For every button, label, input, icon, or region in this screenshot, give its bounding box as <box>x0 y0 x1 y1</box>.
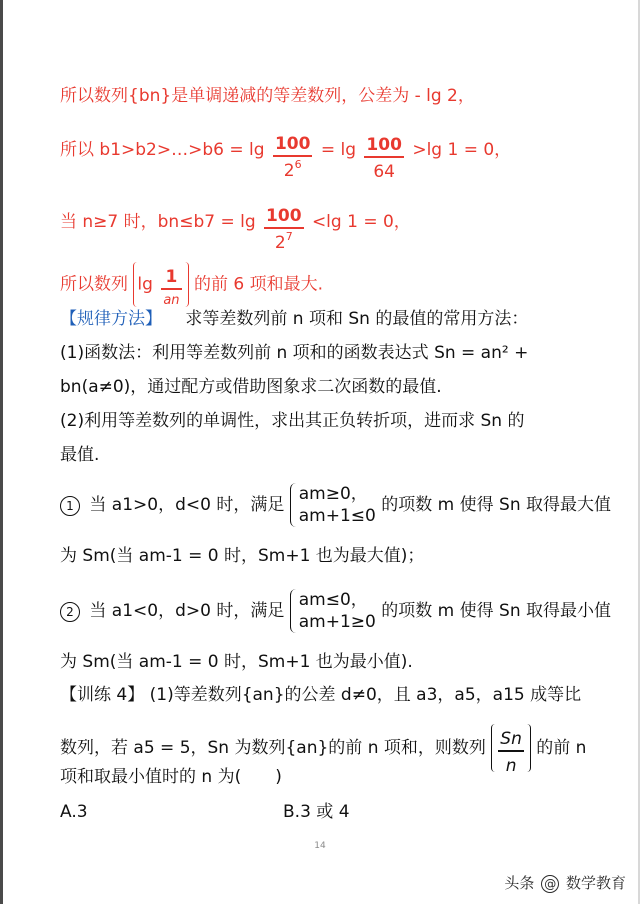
exercise-line-2 <box>60 724 587 776</box>
solution-line-2-prefix: 所以 b1>b2>…>b6 = lg <box>60 140 265 160</box>
inequality-system-1 <box>290 483 376 527</box>
method-case-1 <box>60 483 611 527</box>
method-p1-line1: (1)函数法：利用等差数列前 n 项和的函数表达式 Sn = an² + <box>60 343 529 363</box>
method-case-2-line2: 为 Sm(当 am-1 = 0 时，Sm+1 也为最小值). <box>60 652 413 672</box>
method-p2-line2: 最值. <box>60 445 100 465</box>
fraction-numerator: Sn <box>498 728 524 752</box>
watermark-prefix: 头条 <box>504 874 535 892</box>
power-base: 2 <box>283 161 295 181</box>
solution-line-3-suffix: <lg 1 = 0， <box>311 212 411 232</box>
fraction-100-over-2-6 <box>273 133 313 183</box>
solution-line-2 <box>60 125 512 182</box>
exercise-line-3: 项和取最小值时的 n 为( ) <box>60 767 282 787</box>
solution-line-4 <box>60 262 323 307</box>
solution-line-4-prefix: 所以数列 <box>60 274 128 295</box>
power-base: 2 <box>274 233 286 253</box>
fraction-denominator <box>264 229 304 255</box>
fraction-100-over-64 <box>364 134 404 182</box>
method-intro: 求等差数列前 n 项和 Sn 的最值的常用方法： <box>185 309 529 329</box>
option-a: A.3 <box>60 802 88 822</box>
sequence-brace <box>133 262 188 307</box>
at-icon: @ <box>541 875 559 893</box>
case-2-prefix: 当 a1<0，d>0 时，满足 <box>89 601 285 621</box>
system-row-1: am≥0， <box>290 483 376 505</box>
exercise-line-2-prefix: 数列，若 a5 = 5，Sn 为数列{an}的前 n 项和，则数列 <box>60 738 486 758</box>
case-2-suffix: 的项数 m 使得 Sn 取得最小值 <box>381 601 612 621</box>
fraction-denominator: n <box>505 756 517 776</box>
page-number: 14 <box>314 841 326 851</box>
inequality-system-2 <box>290 589 376 633</box>
method-case-1-line2: 为 Sm(当 am-1 = 0 时，Sm+1 也为最大值)； <box>60 546 425 566</box>
page-left-edge <box>0 0 3 904</box>
exercise-line-1: 【训练 4】 (1)等差数列{an}的公差 d≠0，且 a3，a5，a15 成等比 <box>60 685 582 705</box>
method-case-2 <box>60 589 611 633</box>
solution-line-4-suffix: 的前 6 项和最大. <box>193 274 323 295</box>
fraction-numerator: 100 <box>273 133 313 157</box>
method-heading-line <box>60 308 528 330</box>
option-b: B.3 或 4 <box>283 802 350 822</box>
power-exponent: 6 <box>294 158 302 171</box>
exercise-line-2-suffix: 的前 n <box>536 738 587 758</box>
fraction-numerator: 100 <box>364 134 404 158</box>
solution-line-3-prefix: 当 n≥7 时，bn≤b7 = lg <box>60 212 256 232</box>
circled-number-2: 2 <box>60 602 80 622</box>
system-row-2: am+1≤0 <box>290 505 376 527</box>
sequence-brace <box>491 724 531 776</box>
case-1-prefix: 当 a1>0，d<0 时，满足 <box>89 495 285 515</box>
watermark-name: 数学教育 <box>565 874 626 892</box>
method-tag: 【规律方法】 <box>60 309 162 329</box>
system-row-2: am+1≥0 <box>290 611 376 633</box>
lg-symbol: lg <box>137 274 153 295</box>
solution-line-1 <box>60 85 475 107</box>
method-p1-line2: bn(a≠0)，通过配方或借助图象求二次函数的最值. <box>60 377 442 397</box>
solution-line-3 <box>60 197 411 253</box>
method-p2-line1: (2)利用等差数列的单调性，求出其正负转折项，进而求 Sn 的 <box>60 411 525 431</box>
fraction-1-over-an <box>161 266 181 311</box>
solution-line-2-suffix: >lg 1 = 0， <box>412 140 512 160</box>
fraction-sn-over-n <box>498 728 524 776</box>
fraction-denominator: an <box>163 293 180 308</box>
case-1-suffix: 的项数 m 使得 Sn 取得最大值 <box>381 495 612 515</box>
fraction-numerator: 100 <box>264 205 304 229</box>
fraction-denominator <box>273 157 313 183</box>
fraction-denominator: 64 <box>373 162 395 182</box>
power-exponent: 7 <box>285 230 293 243</box>
fraction-numerator: 1 <box>161 266 181 290</box>
watermark <box>504 872 626 893</box>
solution-line-1-text: 所以数列{bn}是单调递减的等差数列，公差为 - lg 2， <box>60 86 475 106</box>
system-row-1: am≤0， <box>290 589 376 611</box>
circled-number-1: 1 <box>60 496 80 516</box>
solution-line-2-mid: = lg <box>320 140 357 160</box>
fraction-100-over-2-7 <box>264 205 304 255</box>
